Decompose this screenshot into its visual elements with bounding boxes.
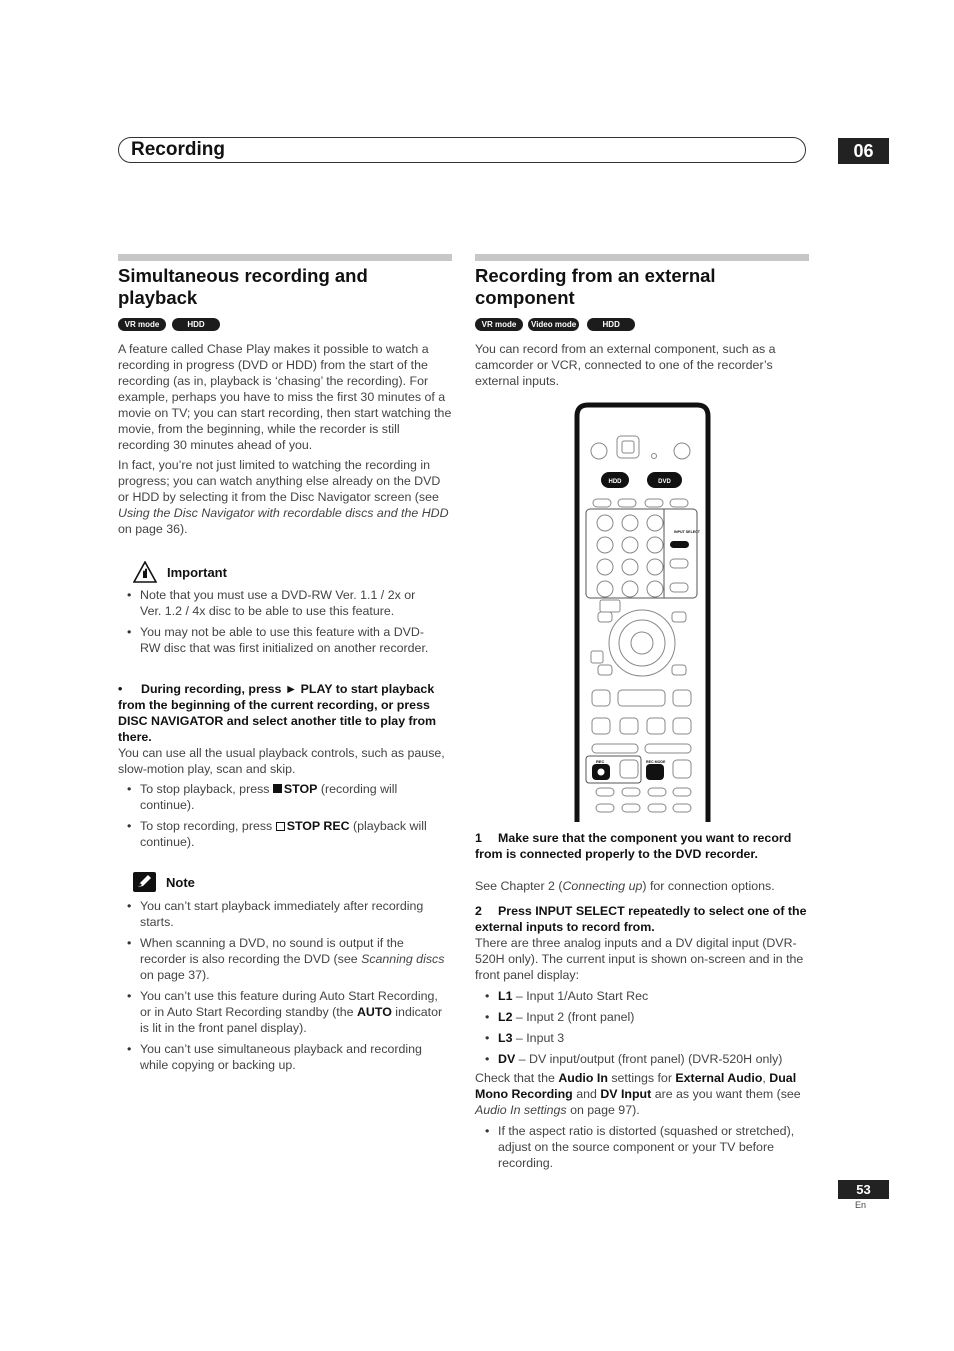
remote-dvd-button [647,472,682,488]
badge-video-mode: Video mode [528,318,579,331]
warning-hand-icon [133,561,157,583]
badge-vr-mode: VR mode [475,318,523,331]
stop-square-icon [273,784,282,793]
audio-in-check: Check that the Audio In settings for External Audio, Dual Mono Recording and DV Input are as you want them (see Audio In settings on page 97). [475,1071,801,1117]
remote-rec-mode-button [646,764,664,780]
aspect-item: • If the aspect ratio is distorted (squashed or stretched), adjust on the source component or your TV before recording. [475,1123,809,1171]
section-title: Recording [131,139,225,160]
external-intro: You can record from an external component, such as a camcorder or VCR, connected to one of the recorder’s external inputs. [475,342,776,388]
step-2-number: 2 [475,904,482,918]
input-item: • L3 – Input 3 [475,1030,809,1046]
left-title-line1: Simultaneous recording and [118,265,368,286]
note-pencil-icon [133,872,156,892]
chase-play-paragraph: A feature called Chase Play makes it possible to watch a recording in progress (DVD or HDD) from the start of the recording (as in, playback is ‘chasing’ the recording). For example, perhaps you have to miss the first 30 minutes of a movie on TV; you can start recording, then start watching the movie, from the beginning, while the recorder is still recording 30 minutes ahead of you. [118,342,452,452]
note-item: • When scanning a DVD, no sound is output if the recorder is also recording the DVD (see Scanning discs on page 37). [118,935,452,983]
stop-rec-icon [276,822,285,831]
stop-playback-item: • To stop playback, press STOP (recording will continue). [118,781,452,813]
badge-vr-mode: VR mode [118,318,166,331]
page-number: 53 [838,1180,889,1199]
note-heading [133,872,195,892]
remote-hdd-button [601,472,629,488]
step-2-detail: There are three analog inputs and a DV digital input (DVR-520H only). The current input is shown on-screen and in the front panel display: [475,936,804,982]
stop-recording-item: • To stop recording, press STOP REC (playback will continue). [118,818,452,850]
left-body [118,341,452,541]
input-item: • L1 – Input 1/Auto Start Rec [475,988,809,1004]
note-label: Note [166,874,195,890]
note-item: • You can’t start playback immediately after recording starts. [118,898,452,930]
remote-hdd-label: HDD [608,479,622,485]
left-title-line2: playback [118,287,198,308]
right-mode-badges [475,318,635,331]
important-item: • You may not be able to use this feature with a DVD-RW disc that was first initialized on another recorder. [118,624,438,656]
remote-input-select-label: INPUT SELECT [674,530,700,534]
input-item: • DV – DV input/output (front panel) (DVR-520H only) [475,1051,809,1067]
step-1-detail: See Chapter 2 (Connecting up) for connection options. [475,879,775,893]
right-section-heading [475,265,809,309]
important-heading [133,561,227,583]
aspect-list [475,1123,809,1176]
remote-rec-label: REC [596,759,605,764]
remote-control-illustration [570,402,715,822]
badge-hdd: HDD [587,318,635,331]
left-section-heading [118,265,452,309]
step-1-number: 1 [475,831,482,845]
right-section-rule [475,254,809,261]
stop-list [118,781,452,855]
play-symbol-icon: ► [284,682,298,696]
usual-controls-text: You can use all the usual playback controls, such as pause, slow-motion play, scan and skip. [118,746,445,776]
language-code: En [855,1200,867,1210]
step-1: 1 Make sure that the component you want to record from is connected properly to the DVD recorder. [475,831,792,861]
remote-dvd-label: DVD [658,479,671,485]
important-item: • Note that you must use a DVD-RW Ver. 1.1 / 2x or Ver. 1.2 / 4x disc to be able to use this feature. [118,587,438,619]
note-item: • You can’t use simultaneous playback and recording while copying or backing up. [118,1041,452,1073]
step-2: 2 Press INPUT SELECT repeatedly to select one of the external inputs to record from. [475,904,807,934]
left-section-rule [118,254,452,261]
important-list [118,587,438,661]
remote-input-select-button [670,541,689,548]
chapter-number: 06 [838,138,889,164]
disc-navigator-paragraph: In fact, you’re not just limited to watching the recording in progress; you can watch anything else already on the DVD or HDD by selecting it from the Disc Navigator screen (see Using the Disc Navigator with recordable discs and the HDD on page 36). [118,458,449,536]
note-item: • You can’t use this feature during Auto Start Recording, or in Auto Start Recording standby (the AUTO indicator is lit in the front panel display). [118,988,452,1036]
right-title-line2: component [475,287,575,308]
remote-rec-button [592,764,610,780]
important-label: Important [167,564,227,580]
remote-rec-mode-label: REC MODE [646,760,666,764]
ref-disc-navigator: Using the Disc Navigator with recordable discs and the HDD [118,506,449,520]
left-mode-badges [118,318,220,331]
input-list [475,988,809,1072]
badge-hdd: HDD [172,318,220,331]
input-item: • L2 – Input 2 (front panel) [475,1009,809,1025]
note-list [118,898,452,1078]
during-recording-instruction: • During recording, press ► PLAY to start playback from the beginning of the current recording, or press DISC NAVIGATOR and select another title to play from there. [118,682,437,744]
right-title-line1: Recording from an external [475,265,716,286]
